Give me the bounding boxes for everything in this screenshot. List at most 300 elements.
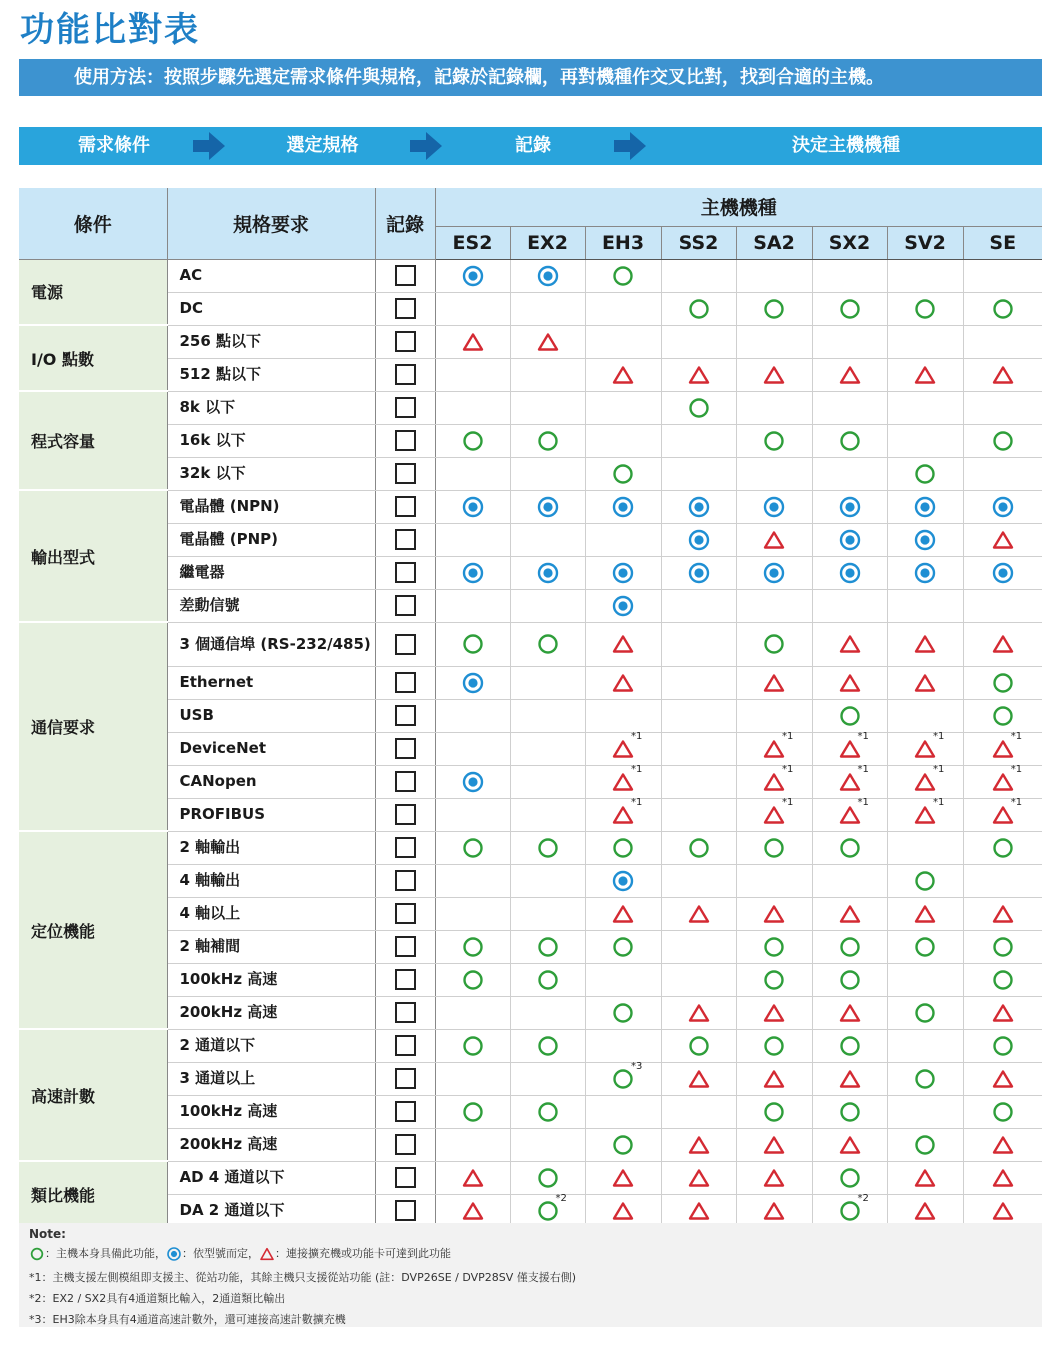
model-cell-se	[963, 1095, 1042, 1128]
model-cell-es2	[435, 424, 510, 457]
symbol	[838, 561, 862, 585]
model-cell-sv2	[887, 424, 963, 457]
record-checkbox[interactable]	[395, 364, 416, 385]
symbol	[762, 495, 786, 519]
table-row	[19, 1029, 1042, 1062]
double-circle-icon	[687, 528, 711, 552]
double-circle-icon	[991, 495, 1015, 519]
model-cell-sx2	[812, 699, 887, 732]
model-cell-ss2	[661, 699, 736, 732]
model-cell-es2	[435, 831, 510, 864]
record-checkbox[interactable]	[395, 969, 416, 990]
model-cell-se	[963, 864, 1042, 897]
spec-cell: PROFIBUS	[167, 798, 375, 831]
circle-icon	[461, 1034, 485, 1058]
double-circle-icon	[913, 495, 937, 519]
record-checkbox[interactable]	[395, 331, 416, 352]
triangle-icon	[687, 363, 711, 387]
symbol	[991, 528, 1015, 552]
model-cell-sv2	[887, 666, 963, 699]
model-cell-sa2	[736, 292, 812, 325]
symbol	[913, 561, 937, 585]
symbol	[461, 770, 485, 794]
spec-cell: 32k 以下	[167, 457, 375, 490]
record-cell	[375, 556, 435, 589]
symbol	[461, 935, 485, 959]
triangle-icon	[762, 671, 786, 695]
model-cell-eh3	[585, 556, 661, 589]
symbol	[687, 363, 711, 387]
model-cell-es2	[435, 897, 510, 930]
symbol	[687, 1166, 711, 1190]
model-cell-sv2	[887, 864, 963, 897]
double-circle-icon	[991, 561, 1015, 585]
model-cell-sa2	[736, 864, 812, 897]
table-row	[19, 1095, 1042, 1128]
record-cell	[375, 732, 435, 765]
model-cell-ex2	[510, 831, 585, 864]
circle-icon	[762, 429, 786, 453]
record-checkbox[interactable]	[395, 463, 416, 484]
model-cell-es2	[435, 798, 510, 831]
symbol	[838, 968, 862, 992]
model-cell-es2	[435, 523, 510, 556]
record-checkbox[interactable]	[395, 496, 416, 517]
symbol	[687, 1133, 711, 1157]
model-cell-es2	[435, 259, 510, 292]
model-cell-sa2	[736, 1062, 812, 1095]
triangle-icon	[762, 1001, 786, 1025]
model-cell-ss2	[661, 589, 736, 622]
record-checkbox[interactable]	[395, 705, 416, 726]
record-cell	[375, 424, 435, 457]
table-row	[19, 556, 1042, 589]
model-cell-sv2	[887, 1062, 963, 1095]
symbol	[687, 495, 711, 519]
footnote-marker: *1	[857, 796, 869, 808]
circle-icon	[687, 396, 711, 420]
record-checkbox[interactable]	[395, 562, 416, 583]
record-checkbox[interactable]	[395, 1002, 416, 1023]
model-cell-es2	[435, 1062, 510, 1095]
circle-icon	[762, 632, 786, 656]
model-cell-eh3	[585, 391, 661, 424]
model-cell-ex2	[510, 556, 585, 589]
spec-cell: 2 軸補間	[167, 930, 375, 963]
model-cell-sx2	[812, 424, 887, 457]
symbol	[461, 1199, 485, 1223]
model-cell-sx2	[812, 358, 887, 391]
symbol	[762, 730, 794, 761]
double-circle-icon	[611, 869, 635, 893]
symbol	[536, 429, 560, 453]
model-cell-sv2	[887, 765, 963, 798]
model-cell-ex2	[510, 666, 585, 699]
circle-icon	[913, 869, 937, 893]
circle-icon	[461, 429, 485, 453]
table-row	[19, 358, 1042, 391]
model-cell-se	[963, 358, 1042, 391]
symbol	[687, 1067, 711, 1091]
symbol	[913, 730, 945, 761]
model-cell-sv2	[887, 963, 963, 996]
model-cell-eh3	[585, 1095, 661, 1128]
model-cell-sa2	[736, 831, 812, 864]
record-checkbox[interactable]	[395, 430, 416, 451]
record-checkbox[interactable]	[395, 1134, 416, 1155]
circle-icon	[536, 935, 560, 959]
model-cell-es2	[435, 490, 510, 523]
symbol	[536, 1166, 560, 1190]
model-cell-es2	[435, 556, 510, 589]
circle-icon	[687, 297, 711, 321]
symbol	[913, 902, 937, 926]
model-cell-ex2	[510, 424, 585, 457]
circle-icon	[29, 1246, 45, 1262]
note-label: Note:	[29, 1227, 66, 1241]
triangle-icon	[991, 363, 1015, 387]
category-cell: 類比機能	[19, 1161, 167, 1227]
spec-cell: AC	[167, 259, 375, 292]
model-cell-sa2	[736, 930, 812, 963]
model-cell-eh3	[585, 963, 661, 996]
model-cell-ex2	[510, 391, 585, 424]
table-row	[19, 897, 1042, 930]
model-cell-ss2	[661, 666, 736, 699]
table-row	[19, 1128, 1042, 1161]
table-row	[19, 490, 1042, 523]
footnote-marker: *1	[1010, 730, 1023, 742]
model-cell-ss2	[661, 798, 736, 831]
model-cell-ex2	[510, 897, 585, 930]
model-cell-ex2	[510, 732, 585, 765]
triangle-icon	[762, 1133, 786, 1157]
spec-cell: 100kHz 高速	[167, 963, 375, 996]
model-cell-eh3	[585, 490, 661, 523]
model-cell-ex2	[510, 1161, 585, 1194]
record-checkbox[interactable]	[395, 529, 416, 550]
symbol	[687, 1199, 711, 1223]
record-checkbox[interactable]	[395, 870, 416, 891]
record-cell	[375, 589, 435, 622]
record-checkbox[interactable]	[395, 265, 416, 286]
record-cell	[375, 292, 435, 325]
model-cell-sx2	[812, 897, 887, 930]
symbol	[913, 671, 937, 695]
model-cell-se	[963, 897, 1042, 930]
model-header-se: SE	[963, 226, 1042, 259]
model-cell-ex2	[510, 765, 585, 798]
record-checkbox[interactable]	[395, 672, 416, 693]
symbol	[762, 1034, 786, 1058]
record-checkbox[interactable]	[395, 771, 416, 792]
record-checkbox[interactable]	[395, 837, 416, 858]
triangle-icon	[762, 363, 786, 387]
model-cell-sv2	[887, 1029, 963, 1062]
triangle-icon	[838, 1067, 862, 1091]
triangle-icon	[991, 632, 1015, 656]
triangle-icon	[536, 330, 560, 354]
record-checkbox[interactable]	[395, 1101, 416, 1122]
model-cell-sa2	[736, 732, 812, 765]
record-checkbox[interactable]	[395, 634, 416, 655]
symbol	[838, 1067, 862, 1091]
symbol	[991, 1100, 1015, 1124]
record-cell	[375, 1128, 435, 1161]
symbol	[913, 297, 937, 321]
model-cell-sa2	[736, 897, 812, 930]
model-cell-ss2	[661, 292, 736, 325]
category-cell: 通信要求	[19, 622, 167, 831]
circle-icon	[991, 297, 1015, 321]
model-cell-sx2	[812, 765, 887, 798]
triangle-icon	[611, 902, 635, 926]
record-cell	[375, 391, 435, 424]
model-cell-sa2	[736, 259, 812, 292]
model-cell-sx2	[812, 292, 887, 325]
spec-cell: 4 軸輸出	[167, 864, 375, 897]
model-cell-ss2	[661, 556, 736, 589]
circle-icon	[536, 836, 560, 860]
footnote-marker: *1	[631, 730, 643, 742]
table-row	[19, 732, 1042, 765]
legend-double-text: ：依型號而定，	[182, 1247, 259, 1260]
model-cell-es2	[435, 699, 510, 732]
model-cell-sa2	[736, 1029, 812, 1062]
symbol	[838, 1034, 862, 1058]
symbol	[461, 1034, 485, 1058]
model-cell-eh3	[585, 699, 661, 732]
symbol	[991, 632, 1015, 656]
arrow-right-icon	[406, 127, 446, 165]
header-models: 主機機種	[435, 188, 1042, 226]
record-checkbox[interactable]	[395, 397, 416, 418]
symbol	[536, 632, 560, 656]
record-cell	[375, 358, 435, 391]
triangle-icon	[461, 1166, 485, 1190]
model-cell-sv2	[887, 930, 963, 963]
model-cell-es2	[435, 292, 510, 325]
model-cell-se	[963, 259, 1042, 292]
model-cell-ex2	[510, 523, 585, 556]
model-cell-ss2	[661, 1062, 736, 1095]
model-cell-ex2	[510, 292, 585, 325]
circle-icon	[611, 264, 635, 288]
table-row	[19, 325, 1042, 358]
footnote-marker: *1	[631, 796, 643, 808]
model-cell-sv2	[887, 622, 963, 666]
symbol	[838, 1100, 862, 1124]
symbol	[991, 1034, 1015, 1058]
record-checkbox[interactable]	[395, 1035, 416, 1056]
model-cell-se	[963, 490, 1042, 523]
model-cell-se	[963, 589, 1042, 622]
record-checkbox[interactable]	[395, 298, 416, 319]
symbol	[611, 594, 635, 618]
table-row	[19, 622, 1042, 666]
circle-icon	[838, 968, 862, 992]
circle-icon	[461, 968, 485, 992]
triangle-icon	[259, 1246, 275, 1262]
double-circle-icon	[461, 495, 485, 519]
record-checkbox[interactable]	[395, 804, 416, 825]
symbol	[687, 528, 711, 552]
spec-cell: DeviceNet	[167, 732, 375, 765]
symbol	[991, 429, 1015, 453]
circle-icon	[536, 1166, 560, 1190]
symbol	[838, 363, 862, 387]
model-cell-es2	[435, 732, 510, 765]
model-cell-ss2	[661, 765, 736, 798]
table-row	[19, 1062, 1042, 1095]
circle-icon	[611, 935, 635, 959]
triangle-icon	[838, 363, 862, 387]
symbol	[611, 264, 635, 288]
model-cell-ss2	[661, 424, 736, 457]
model-cell-eh3	[585, 831, 661, 864]
record-checkbox[interactable]	[395, 595, 416, 616]
model-cell-sx2	[812, 1161, 887, 1194]
table-row	[19, 589, 1042, 622]
spec-cell: DA 2 通道以下	[167, 1194, 375, 1227]
record-cell	[375, 831, 435, 864]
model-cell-se	[963, 666, 1042, 699]
triangle-icon	[913, 632, 937, 656]
model-cell-sv2	[887, 732, 963, 765]
model-cell-sx2	[812, 325, 887, 358]
model-cell-sx2	[812, 490, 887, 523]
legend-triangle-text: ：連接擴充機或功能卡可達到此功能	[275, 1247, 451, 1260]
model-cell-sa2	[736, 556, 812, 589]
symbol	[611, 730, 643, 761]
model-cell-sx2	[812, 589, 887, 622]
model-cell-eh3	[585, 523, 661, 556]
model-cell-se	[963, 930, 1042, 963]
model-cell-ss2	[661, 1029, 736, 1062]
symbol	[536, 935, 560, 959]
symbol	[913, 869, 937, 893]
symbol	[913, 528, 937, 552]
category-cell: 輸出型式	[19, 490, 167, 622]
symbol	[461, 495, 485, 519]
record-checkbox[interactable]	[395, 1068, 416, 1089]
record-cell	[375, 1095, 435, 1128]
symbol	[762, 1133, 786, 1157]
model-cell-sx2	[812, 622, 887, 666]
table-row	[19, 699, 1042, 732]
record-cell	[375, 765, 435, 798]
record-checkbox[interactable]	[395, 1200, 416, 1221]
model-cell-ex2	[510, 1095, 585, 1128]
model-cell-sv2	[887, 490, 963, 523]
model-cell-es2	[435, 996, 510, 1029]
symbol	[687, 1034, 711, 1058]
model-cell-ss2	[661, 1095, 736, 1128]
model-cell-ss2	[661, 1161, 736, 1194]
record-checkbox[interactable]	[395, 903, 416, 924]
circle-icon	[838, 935, 862, 959]
symbol	[991, 561, 1015, 585]
model-cell-eh3	[585, 666, 661, 699]
model-header-ss2: SS2	[661, 226, 736, 259]
triangle-icon	[838, 632, 862, 656]
model-header-eh3: EH3	[585, 226, 661, 259]
symbol	[762, 632, 786, 656]
model-cell-ss2	[661, 622, 736, 666]
symbol	[461, 1166, 485, 1190]
model-header-sa2: SA2	[736, 226, 812, 259]
model-cell-sx2	[812, 864, 887, 897]
model-cell-eh3	[585, 1029, 661, 1062]
table-row	[19, 1161, 1042, 1194]
model-cell-se	[963, 1128, 1042, 1161]
spec-cell: 繼電器	[167, 556, 375, 589]
notes-panel	[19, 1223, 1042, 1327]
model-cell-sx2	[812, 1095, 887, 1128]
table-row	[19, 963, 1042, 996]
symbol	[687, 1001, 711, 1025]
symbol	[991, 796, 1023, 827]
triangle-icon	[461, 1199, 485, 1223]
circle-icon	[991, 935, 1015, 959]
symbol	[913, 1199, 937, 1223]
model-cell-ex2	[510, 358, 585, 391]
spec-cell: 8k 以下	[167, 391, 375, 424]
symbol	[838, 495, 862, 519]
model-cell-sa2	[736, 666, 812, 699]
model-cell-sx2	[812, 457, 887, 490]
symbol	[991, 763, 1023, 794]
model-cell-ex2	[510, 1128, 585, 1161]
double-circle-icon	[461, 561, 485, 585]
record-cell	[375, 897, 435, 930]
double-circle-icon	[461, 671, 485, 695]
model-cell-ex2	[510, 1029, 585, 1062]
triangle-icon	[913, 671, 937, 695]
circle-icon	[687, 1034, 711, 1058]
symbol	[762, 1100, 786, 1124]
model-cell-ex2	[510, 622, 585, 666]
record-checkbox[interactable]	[395, 738, 416, 759]
record-cell	[375, 490, 435, 523]
category-cell: 電源	[19, 259, 167, 325]
double-circle-icon	[611, 594, 635, 618]
spec-cell: 512 點以下	[167, 358, 375, 391]
record-cell	[375, 930, 435, 963]
model-cell-sv2	[887, 699, 963, 732]
circle-icon	[838, 1100, 862, 1124]
record-checkbox[interactable]	[395, 936, 416, 957]
circle-icon	[611, 1133, 635, 1157]
model-cell-sv2	[887, 556, 963, 589]
record-checkbox[interactable]	[395, 1167, 416, 1188]
model-cell-ss2	[661, 897, 736, 930]
symbol	[536, 264, 560, 288]
symbol	[536, 968, 560, 992]
spec-cell: CANopen	[167, 765, 375, 798]
symbol	[687, 836, 711, 860]
table-row	[19, 666, 1042, 699]
footnote-marker: *1	[933, 730, 945, 742]
circle-icon	[762, 1100, 786, 1124]
model-cell-ss2	[661, 1128, 736, 1161]
triangle-icon	[611, 1199, 635, 1223]
footnote-marker: *1	[933, 763, 945, 775]
symbol	[838, 902, 862, 926]
symbol	[461, 1100, 485, 1124]
model-cell-es2	[435, 457, 510, 490]
double-circle-icon	[838, 528, 862, 552]
